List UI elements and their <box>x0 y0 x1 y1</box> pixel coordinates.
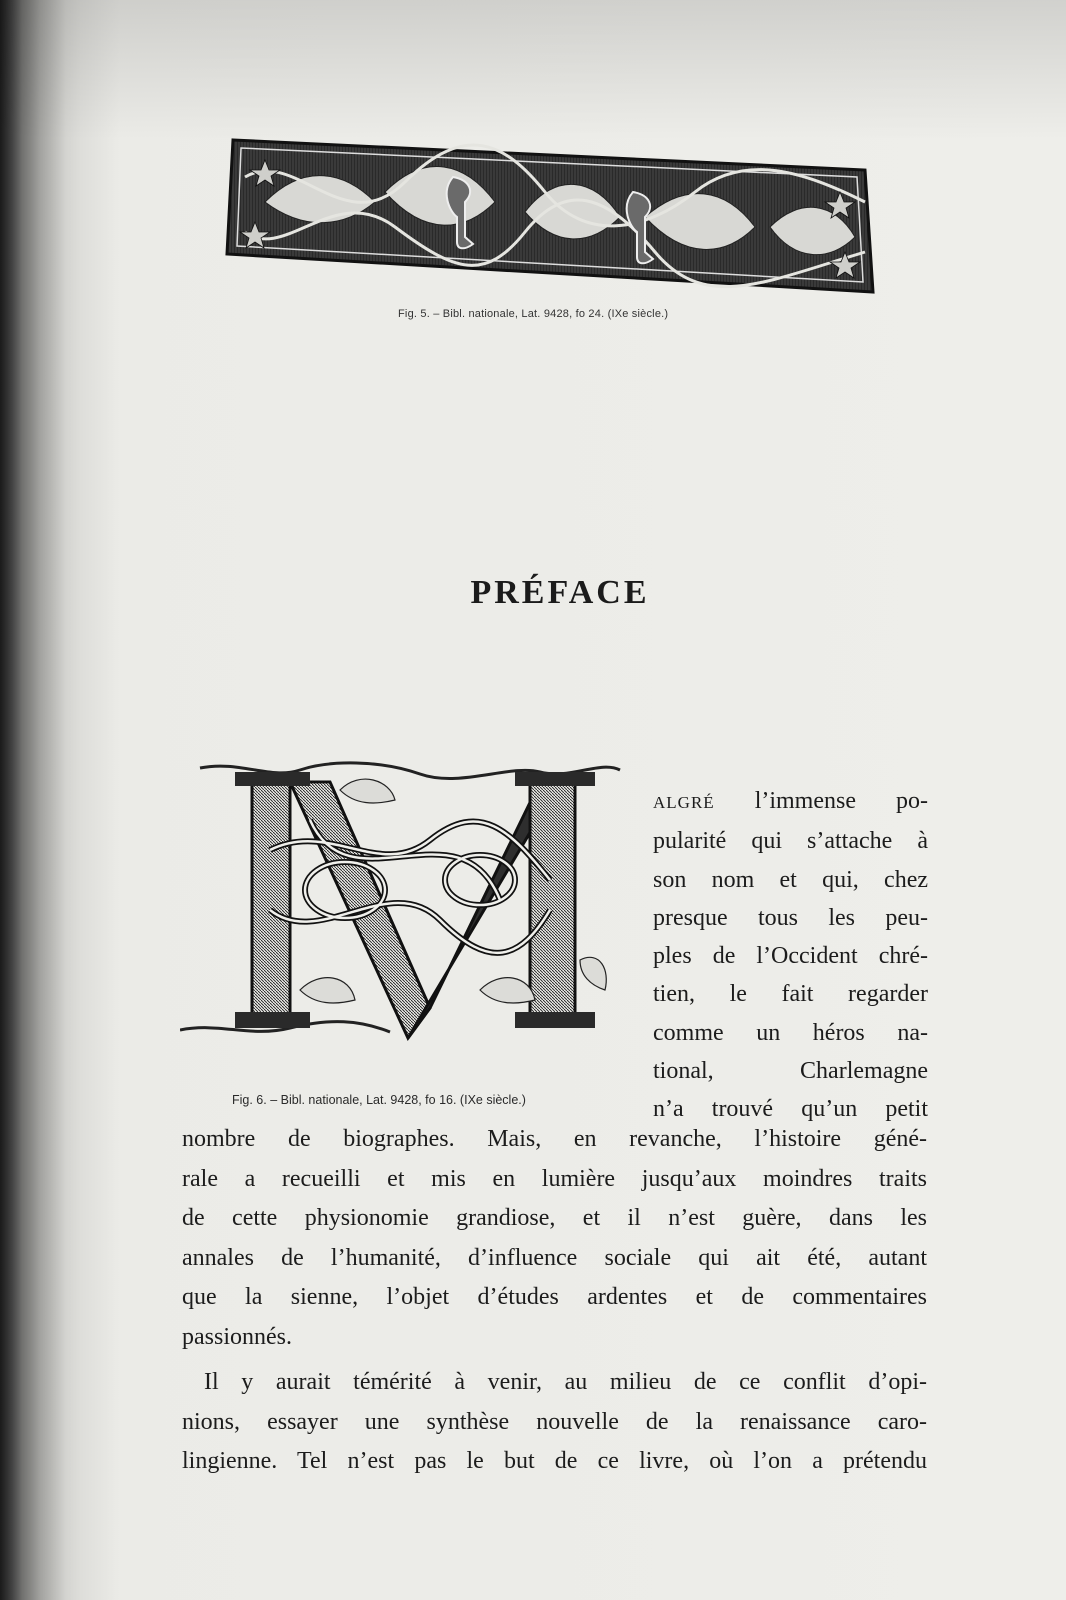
text-line: tional, Charlemagne <box>653 1058 928 1085</box>
text-line: son nom et qui, chez <box>653 866 928 893</box>
text-line: tien, le fait regarder <box>653 981 928 1008</box>
text-line: de cette physionomie grandiose, et il n’est guère, dans les <box>182 1205 927 1231</box>
paragraph-1-side-lines <box>653 782 928 1129</box>
text-line: passionnés. <box>182 1323 292 1350</box>
header-ornament <box>225 132 885 297</box>
body-text <box>182 1120 927 1482</box>
text-line: lingienne. Tel n’est pas le but de ce livre, où l’on a prétendu <box>182 1448 927 1474</box>
page-edge-shadow <box>0 0 120 1600</box>
text-line: nombre de biographes. Mais, en revanche, l’histoire géné- <box>182 1126 927 1152</box>
text-line: pularité qui s’attache à <box>653 828 928 855</box>
text-line: n’a trouvé qu’un petit <box>653 1096 928 1123</box>
first-word-smallcaps: ALGRÉ <box>653 793 715 812</box>
text-line: comme un héros na- <box>653 1019 928 1046</box>
text-line: ples de l’Occident chré- <box>653 943 928 970</box>
page-title: PRÉFACE <box>470 574 650 611</box>
text-line: presque tous les peu- <box>653 904 928 931</box>
text-line: nions, essayer une synthèse nouvelle de la renaissance caro- <box>182 1408 927 1435</box>
text-line: que la sienne, l’objet d’études ardentes et de commentaires <box>182 1284 927 1310</box>
text-line: annales de l’humanité, d’influence sociale qui ait été, autant <box>182 1244 927 1271</box>
text-line: Il y aurait témérité à venir, au milieu de ce conflit d’opi- <box>204 1369 927 1395</box>
top-vignette <box>0 0 1066 140</box>
text-line: ALGRÉ l’immense po- <box>653 788 928 814</box>
text-line: rale a recueilli et mis en lumière jusqu’aux moindres traits <box>182 1165 927 1192</box>
drop-cap-caption: Fig. 6. – Bibl. nationale, Lat. 9428, fo 16. (IXe siècle.) <box>232 1093 526 1107</box>
drop-cap-illustration <box>180 760 640 1072</box>
header-ornament-caption: Fig. 5. – Bibl. nationale, Lat. 9428, fo 24. (IXe siècle.) <box>398 308 669 320</box>
